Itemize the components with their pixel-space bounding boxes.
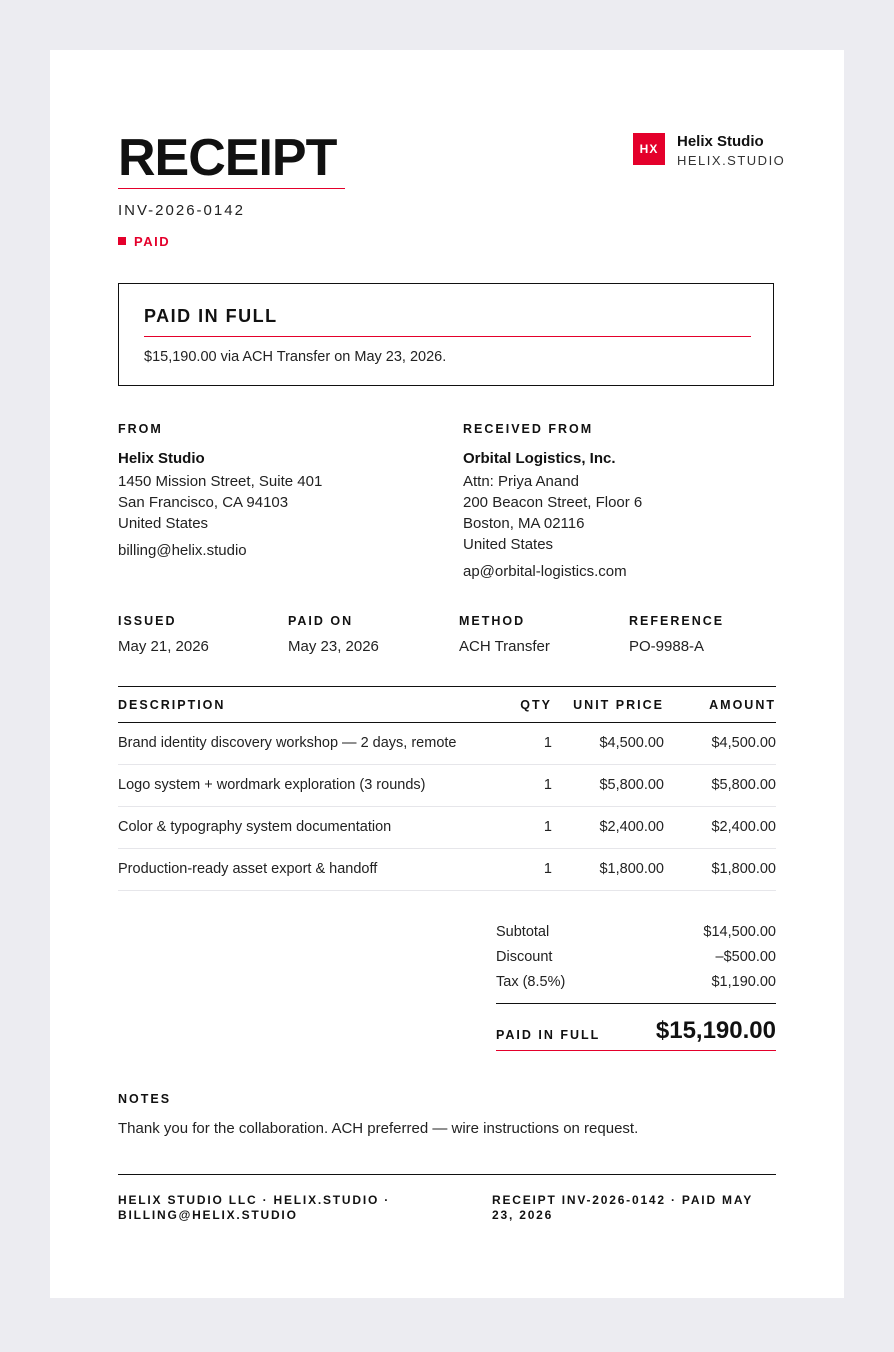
tax-value: $1,190.00: [711, 974, 776, 990]
cell-amount: $4,500.00: [711, 735, 776, 751]
table-row: [118, 765, 776, 807]
cell-amount: $2,400.00: [711, 819, 776, 835]
banner-text: $15,190.00 via ACH Transfer on May 23, 2026.: [144, 349, 447, 365]
totals-section: [496, 924, 776, 1051]
received-from-name: Orbital Logistics, Inc.: [463, 450, 616, 467]
column-header-unit-price: UNIT PRICE: [573, 698, 664, 712]
received-from-address-line: United States: [463, 536, 554, 553]
notes-section: [118, 1092, 776, 1139]
status-badge: [118, 234, 170, 249]
footer-right: RECEIPT INV-2026-0142 · PAID MAY 23, 2026: [492, 1193, 753, 1222]
meta-paid-on: [288, 614, 448, 657]
grand-total-label: PAID IN FULL: [496, 1028, 601, 1042]
subtotal-label: Subtotal: [496, 924, 550, 940]
meta-value: May 21, 2026: [118, 638, 209, 655]
paid-in-full-banner: [118, 283, 774, 386]
column-header-amount: AMOUNT: [709, 698, 776, 712]
brand-name: Helix Studio: [677, 133, 764, 150]
grand-total-row: [496, 1004, 776, 1050]
meta-value: ACH Transfer: [459, 638, 550, 655]
cell-description: Brand identity discovery workshop — 2 days, remote: [118, 735, 457, 751]
column-header-description: DESCRIPTION: [118, 698, 226, 712]
meta-value: PO-9988-A: [629, 638, 705, 655]
receipt-page: [50, 50, 844, 1298]
cell-qty: 1: [543, 861, 552, 877]
cell-description: Color & typography system documentation: [118, 819, 392, 835]
cell-unit-price: $5,800.00: [599, 777, 664, 793]
received-from-address-line: 200 Beacon Street, Floor 6: [463, 494, 643, 511]
discount-label: Discount: [496, 949, 553, 965]
from-label: FROM: [118, 422, 163, 436]
cell-qty: 1: [543, 819, 552, 835]
footer-divider: [118, 1174, 776, 1175]
subtotal-value: $14,500.00: [703, 924, 776, 940]
received-from-email: ap@orbital-logistics.com: [463, 563, 627, 580]
from-section: [118, 422, 418, 561]
meta-label: REFERENCE: [629, 614, 725, 628]
received-from-section: [463, 422, 763, 582]
cell-amount: $1,800.00: [711, 861, 776, 877]
cell-description: Logo system + wordmark exploration (3 rounds): [118, 777, 426, 793]
footer-left: HELIX STUDIO LLC · HELIX.STUDIO · BILLING@HELIX.STUDIO: [118, 1193, 391, 1222]
cell-qty: 1: [543, 735, 552, 751]
subtotal-row: [496, 924, 776, 949]
from-address-line: San Francisco, CA 94103: [118, 494, 289, 511]
banner-heading: PAID IN FULL: [144, 306, 278, 326]
table-row: [118, 723, 776, 765]
tax-row: [496, 974, 776, 999]
table-row: [118, 849, 776, 891]
meta-reference: [629, 614, 789, 657]
table-header: [118, 686, 776, 723]
grand-total-underline: [496, 1050, 776, 1051]
received-from-label: RECEIVED FROM: [463, 422, 594, 436]
status-text: PAID: [134, 234, 171, 249]
brand-logo: HX: [633, 133, 665, 165]
meta-label: ISSUED: [118, 614, 177, 628]
status-square-icon: [118, 237, 126, 245]
grand-total-value: $15,190.00: [655, 1017, 776, 1044]
column-header-qty: QTY: [520, 698, 552, 712]
from-address-line: 1450 Mission Street, Suite 401: [118, 473, 323, 490]
cell-unit-price: $4,500.00: [599, 735, 664, 751]
from-email: billing@helix.studio: [118, 542, 247, 559]
cell-unit-price: $1,800.00: [599, 861, 664, 877]
discount-value: –$500.00: [715, 949, 776, 965]
line-items-table: [118, 686, 776, 891]
banner-rule: [144, 336, 751, 337]
cell-description: Production-ready asset export & handoff: [118, 861, 378, 877]
invoice-number: INV-2026-0142: [118, 202, 245, 219]
meta-method: [459, 614, 619, 657]
meta-value: May 23, 2026: [288, 638, 379, 655]
meta-label: METHOD: [459, 614, 526, 628]
title-underline: [118, 188, 345, 189]
table-row: [118, 807, 776, 849]
from-name: Helix Studio: [118, 450, 205, 467]
notes-text: Thank you for the collaboration. ACH preferred — wire instructions on request.: [118, 1120, 639, 1137]
cell-unit-price: $2,400.00: [599, 819, 664, 835]
tax-label: Tax (8.5%): [496, 974, 566, 990]
discount-row: [496, 949, 776, 974]
cell-qty: 1: [543, 777, 552, 793]
received-from-address-line: Boston, MA 02116: [463, 515, 585, 532]
meta-label: PAID ON: [288, 614, 354, 628]
notes-label: NOTES: [118, 1092, 172, 1106]
brand-domain: HELIX.STUDIO: [677, 153, 786, 168]
received-from-address-line: Attn: Priya Anand: [463, 473, 579, 490]
cell-amount: $5,800.00: [711, 777, 776, 793]
page-title: RECEIPT: [118, 129, 337, 187]
meta-issued: [118, 614, 278, 657]
from-address-line: United States: [118, 515, 209, 532]
